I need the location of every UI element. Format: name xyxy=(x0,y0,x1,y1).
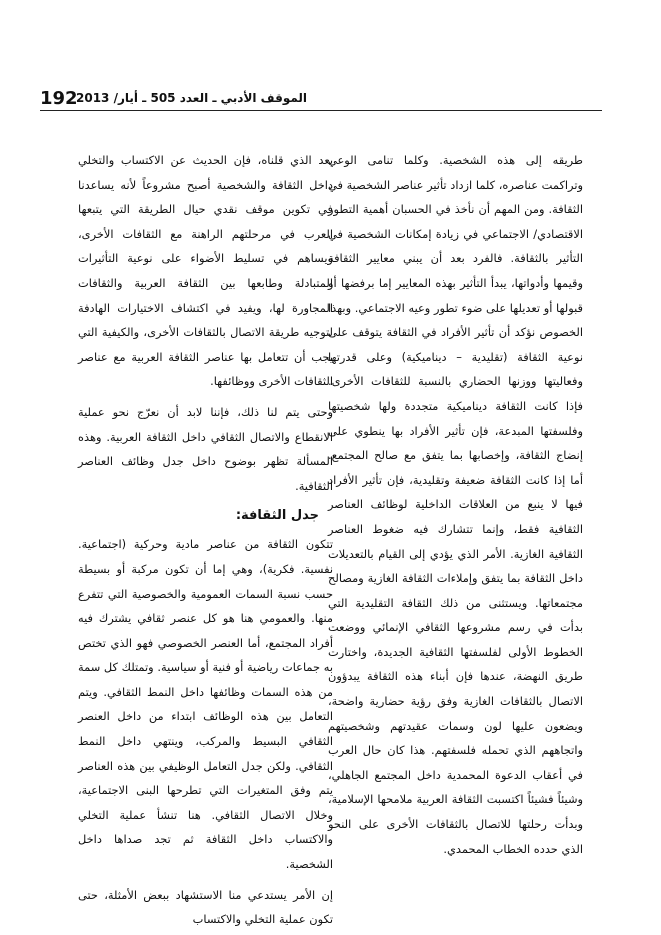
left-column xyxy=(78,148,333,927)
header-rule xyxy=(40,110,602,111)
running-title: الموقف الأدبي ـ العدد 505 ـ أيار/ 2013 xyxy=(76,91,308,105)
page-number: 192 xyxy=(40,88,78,109)
paragraph: إن الأمر يستدعي منا الاستشهاد ببعض الأمثلة، حتى تكون عملية التخلي والاكتساب xyxy=(78,887,333,927)
paragraph: طريقه إلى هذه الشخصية. وكلما تنامى الوعي وتراكمت عناصره، كلما ازداد تأثير عناصر الشخصية في الثقافة. ومن المهم أن نأخذ في الحسبان أهمية التطور الاقتصادي/ الاجتماعي في زيادة إمكانات الشخصية في التأثير بالثقافة. فالفرد بعد أن يبني معايير الثقافة وقيمها وأدواتها، يبدأ التأثير بهذه المعايير إما برفضها أو قبولها أو تعديلها على ضوء تطور وعيه الاجتماعي. وبهذا الخصوص نؤكد أن تأثير الأفراد في الثقافة يتوقف على نوعية الثقافة (تقليدية – ديناميكية) وعلى قدرتها وفعاليتها ووزنها الحضاري بالنسبة للثقافات الأخرى. فإذا كانت الثقافة ديناميكية متجددة ولها شخصيتها وفلسفتها المبدعة، فإن تأثير الأفراد بها ينطوي على إنضاج الثقافة، وإخصابها بما يتفق مع صالح المجتمع. أما إذا كانت الثقافة ضعيفة وتقليدية، فإن تأثير الأفراد فيها لا ينبع من العلاقات الداخلية لوظائف العناصر الثقافية فقط، وإنما تتشارك فيه ضغوط العناصر الثقافية الغازية. الأمر الذي يؤدي إلى القيام بالتعديلات داخل الثقافة بما يتفق وإملاءات الثقافة الغازية ومصالح مجتمعاتها. ويستثنى من ذلك الثقافة التقليدية التي بدأت في رسم مشروعها الثقافي الإنمائي ووضعت الخطوط الأولى لفلسفتها الثقافية الجديدة، واختارت طريق النهضة، عندها فإن أبناء هذه الثقافة يبدؤون الاتصال بالثقافات الغازية وفق رؤية حضارية واضحة، ويضعون عليها لون وسمات عقيدتهم وشخصيتهم واتجاههم الذي تحمله فلسفتهم. هذا كان حال العرب في أعقاب الدعوة المحمدية داخل المجتمع الجاهلي، وشيئاً فشيئاً اكتسبت الثقافة العربية ملامحها الإسلامية، وبدأت رحلتها للاتصال بالثقافات الأخرى على النحو الذي حدده الخطاب المحمدي. xyxy=(328,153,583,856)
paragraph: وحتى يتم لنا ذلك، فإننا لابد أن نعرّج نحو عملية الانقطاع والاتصال الثقافي داخل الثقافة العربية. وهذه المسألة تظهر بوضوح داخل جدل وظائف العناصر الثقافية. xyxy=(78,404,333,493)
section-title: جدل الثقافة: xyxy=(235,508,319,524)
right-column xyxy=(328,148,583,856)
paragraph: تتكون الثقافة من عناصر مادية وحركية (اجتماعية. نفسية. فكرية)، وهي إما أن تكون مركبة أو بسيطة حسب نسبة السمات العمومية والخصوصية التي تتفرع منها. والعمومي هنا هو كل عنصر ثقافي يشترك فيه أفراد المجتمع، أما العنصر الخصوصي فهو الذي تختص به جماعات رياضية أو فنية أو سياسية. وتمتلك كل سمة من هذه السمات وظائفها داخل النمط الثقافي. ويتم التعامل بين هذه الوظائف ابتداء من داخل العنصر الثقافي البسيط والمركب، وينتهي داخل النمط الثقافي. ولكن جدل التعامل الوظيفي بين هذه العناصر يتم وفق المتغيرات التي تطرحها البنى الاجتماعية، وخلال الاتصال الثقافي. هنا تنشأ عملية التخلي والاكتساب داخل الثقافة ثم تجد صداها داخل الشخصية. xyxy=(78,537,333,872)
page-header xyxy=(40,88,602,118)
paragraph: بعد الذي قلناه، فإن الحديث عن الاكتساب والتخلي داخل الثقافة والشخصية أصبح مشروعاً لأنه يساعدنا في تكوين موقف نقدي حيال الطريقة التي يتبعها العرب في مرحلتهم الراهنة مع الثقافات الأخرى، ويساهم في تسليط الأضواء على نوعية التأثيرات المتبادلة وطابعها بين الثقافة العربية والثقافات المجاورة لها، ويفيد في اكتشاف الاختيارات الهادفة لتوجيه طريقة الاتصال بالثقافات الأخرى، والكيفية التي يجب أن تتعامل بها عناصر الثقافة العربية مع عناصر الثقافات الأخرى ووظائفها. xyxy=(78,153,333,389)
